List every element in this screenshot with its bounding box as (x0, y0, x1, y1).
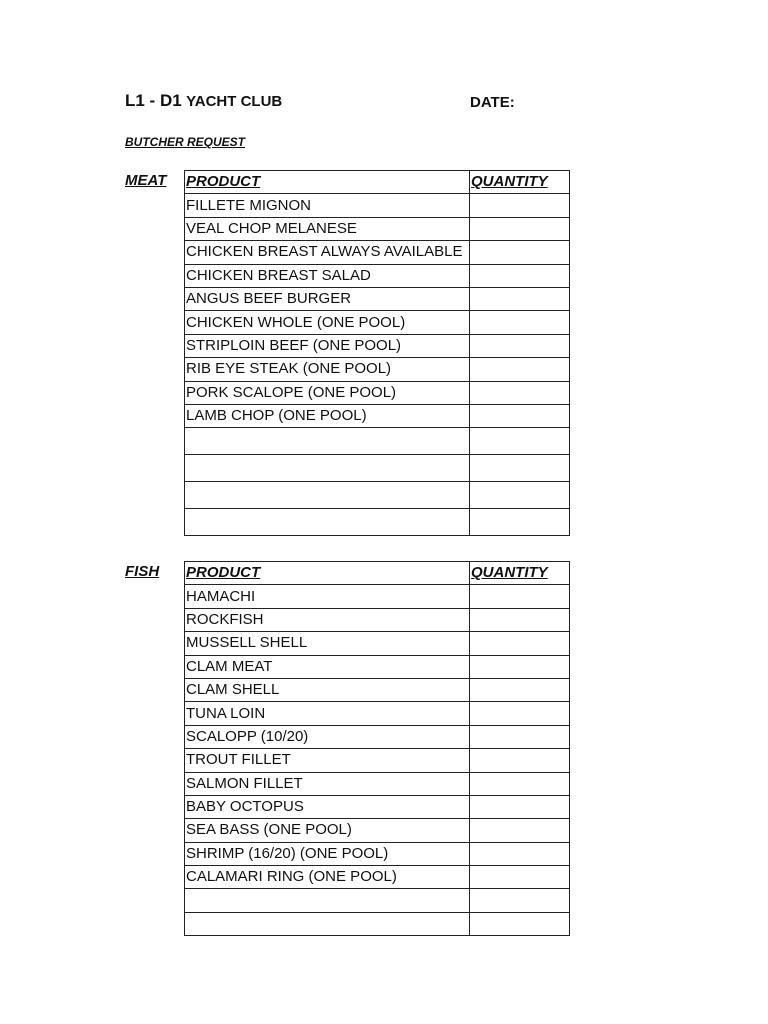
product-name: CHICKEN BREAST ALWAYS AVAILABLE (185, 241, 470, 264)
table-row (185, 632, 570, 655)
quantity-column-header: QUANTITY (470, 562, 570, 585)
table-row (185, 725, 570, 748)
blank-row (185, 455, 570, 482)
table-row (185, 585, 570, 608)
blank-row (185, 428, 570, 455)
meat-header-row (185, 171, 570, 194)
quantity-cell[interactable] (470, 842, 570, 865)
table-row (185, 819, 570, 842)
product-name: LAMB CHOP (ONE POOL) (185, 404, 470, 427)
quantity-cell[interactable] (470, 358, 570, 381)
product-cell-empty[interactable] (185, 889, 470, 912)
table-row (185, 842, 570, 865)
quantity-cell[interactable] (470, 428, 570, 455)
product-name: CLAM SHELL (185, 678, 470, 701)
product-name: CHICKEN BREAST SALAD (185, 264, 470, 287)
table-row (185, 287, 570, 310)
quantity-cell[interactable] (470, 311, 570, 334)
quantity-cell[interactable] (470, 866, 570, 889)
quantity-cell[interactable] (470, 217, 570, 240)
quantity-cell[interactable] (470, 795, 570, 818)
product-cell-empty[interactable] (185, 912, 470, 935)
quantity-cell[interactable] (470, 889, 570, 912)
table-row (185, 358, 570, 381)
club-name: YACHT CLUB (186, 93, 283, 110)
blank-row (185, 912, 570, 935)
table-row (185, 608, 570, 631)
product-name: SCALOPP (10/20) (185, 725, 470, 748)
product-name: TUNA LOIN (185, 702, 470, 725)
product-cell-empty[interactable] (185, 455, 470, 482)
product-cell-empty[interactable] (185, 428, 470, 455)
quantity-cell[interactable] (470, 482, 570, 509)
table-row (185, 194, 570, 217)
table-row (185, 702, 570, 725)
quantity-cell[interactable] (470, 749, 570, 772)
table-row (185, 264, 570, 287)
quantity-cell[interactable] (470, 585, 570, 608)
quantity-cell[interactable] (470, 632, 570, 655)
quantity-cell[interactable] (470, 287, 570, 310)
product-name: MUSSELL SHELL (185, 632, 470, 655)
product-name: RIB EYE STEAK (ONE POOL) (185, 358, 470, 381)
blank-row (185, 889, 570, 912)
quantity-column-header: QUANTITY (470, 171, 570, 194)
quantity-cell[interactable] (470, 772, 570, 795)
fish-header-row (185, 562, 570, 585)
table-row (185, 217, 570, 240)
quantity-cell[interactable] (470, 509, 570, 536)
table-row (185, 241, 570, 264)
blank-row (185, 482, 570, 509)
blank-row (185, 509, 570, 536)
form-subtitle: BUTCHER REQUEST (125, 135, 246, 149)
product-name: BABY OCTOPUS (185, 795, 470, 818)
product-name: HAMACHI (185, 585, 470, 608)
product-name: VEAL CHOP MELANESE (185, 217, 470, 240)
product-name: ANGUS BEEF BURGER (185, 287, 470, 310)
product-name: SALMON FILLET (185, 772, 470, 795)
meat-section-label: MEAT (125, 172, 167, 189)
quantity-cell[interactable] (470, 455, 570, 482)
quantity-cell[interactable] (470, 404, 570, 427)
product-name: CLAM MEAT (185, 655, 470, 678)
product-cell-empty[interactable] (185, 509, 470, 536)
table-row (185, 311, 570, 334)
product-column-header: PRODUCT (185, 171, 470, 194)
product-name: CHICKEN WHOLE (ONE POOL) (185, 311, 470, 334)
meat-table (184, 170, 570, 536)
product-name: FILLETE MIGNON (185, 194, 470, 217)
quantity-cell[interactable] (470, 608, 570, 631)
quantity-cell[interactable] (470, 241, 570, 264)
quantity-cell[interactable] (470, 819, 570, 842)
product-name: SHRIMP (16/20) (ONE POOL) (185, 842, 470, 865)
form-title (125, 91, 282, 111)
table-row (185, 866, 570, 889)
table-row (185, 381, 570, 404)
product-name: TROUT FILLET (185, 749, 470, 772)
product-cell-empty[interactable] (185, 482, 470, 509)
table-row (185, 655, 570, 678)
table-row (185, 749, 570, 772)
quantity-cell[interactable] (470, 702, 570, 725)
quantity-cell[interactable] (470, 194, 570, 217)
quantity-cell[interactable] (470, 725, 570, 748)
product-name: PORK SCALOPE (ONE POOL) (185, 381, 470, 404)
product-name: STRIPLOIN BEEF (ONE POOL) (185, 334, 470, 357)
product-name: SEA BASS (ONE POOL) (185, 819, 470, 842)
table-row (185, 772, 570, 795)
table-row (185, 678, 570, 701)
quantity-cell[interactable] (470, 912, 570, 935)
table-row (185, 334, 570, 357)
quantity-cell[interactable] (470, 678, 570, 701)
fish-section-label: FISH (125, 563, 160, 580)
quantity-cell[interactable] (470, 381, 570, 404)
product-column-header: PRODUCT (185, 562, 470, 585)
product-name: ROCKFISH (185, 608, 470, 631)
table-row (185, 404, 570, 427)
quantity-cell[interactable] (470, 655, 570, 678)
location-code: L1 - D1 (125, 91, 182, 110)
quantity-cell[interactable] (470, 264, 570, 287)
quantity-cell[interactable] (470, 334, 570, 357)
product-name: CALAMARI RING (ONE POOL) (185, 866, 470, 889)
fish-table (184, 561, 570, 936)
date-label: DATE: (470, 94, 515, 111)
table-row (185, 795, 570, 818)
